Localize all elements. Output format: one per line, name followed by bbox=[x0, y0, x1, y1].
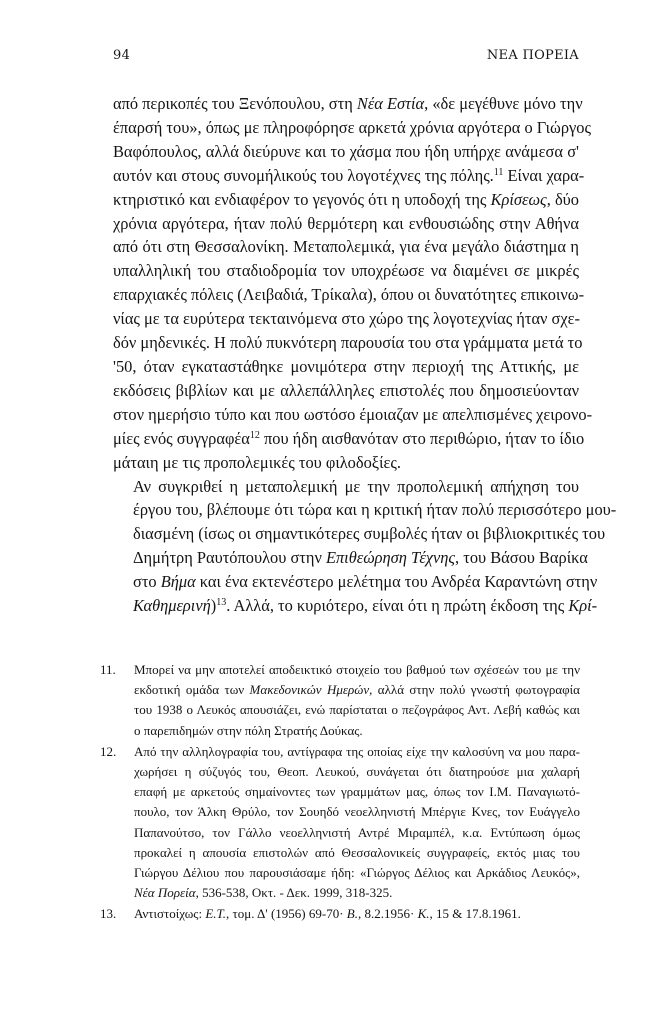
text-line: Αν συγκριθεί η μεταπολεμική με την προπολεμική απήχηση του bbox=[133, 476, 579, 496]
text-line: Δημήτρη Ραυτόπουλου στην Επιθεώρηση Τέχνης, του Βάσου Βαρίκα bbox=[133, 548, 588, 568]
footnote-line: Παπανούτσο, τον Γάλλο νεοελληνιστή Αντρέ Μιραμπέλ, κ.α. Εντύπωση όμως bbox=[134, 824, 580, 840]
footnote bbox=[100, 742, 580, 904]
running-header bbox=[113, 48, 579, 68]
text-line: Βαφόπουλος, αλλά διεύρυνε και το χάσμα που ήδη υπήρχε ανάμεσα σ' bbox=[113, 141, 579, 161]
footnote-number: 12. bbox=[100, 743, 117, 759]
text-line: μίες ενός συγγραφέα$^{12}$ που ήδη αισθανόταν στο περιθώριο, ήταν το ίδιο bbox=[113, 428, 585, 448]
text-line: από περικοπές του Ξενόπουλου, στη Νέα Εστία, «δε μεγέθυνε μόνο την bbox=[113, 94, 583, 113]
page-number: 94 bbox=[113, 48, 131, 63]
footnote-line: Μπορεί να μην αποτελεί αποδεικτικό στοιχείο του βαθμού των σχέσεών του με την bbox=[134, 662, 580, 677]
paragraph-1 bbox=[113, 92, 593, 475]
text-line: υπαλληλική του σταδιοδρομία τον υποχρέωσε να διαμένει σε μικρές bbox=[113, 261, 579, 281]
running-title: ΝΕΑ ΠΟΡΕΙΑ bbox=[486, 48, 579, 63]
text-line: χρόνια αργότερα, ήταν πολύ θερμότερη και ενθουσιώδης στην Αθήνα bbox=[113, 213, 579, 233]
footnote bbox=[100, 660, 580, 741]
footnote-line: Από την αλληλογραφία του, αντίγραφα της οποίας είχε την καλοσύνη να μου παρα- bbox=[134, 743, 580, 759]
footnote-ref: 13 bbox=[216, 597, 227, 609]
text-line: διασμένη (ίσως οι σημαντικότερες συμβολές ήταν οι βιβλιοκριτικές του bbox=[133, 524, 606, 544]
text-line: μάταιη με τις προπολεμικές του φιλοδοξίες. bbox=[113, 452, 401, 472]
footnote-line: του 1938 ο Λευκός απουσιάζει, ενώ παρίσταται ο πεζογράφος Αντ. Λεβή καθώς και bbox=[134, 702, 580, 718]
text-line: νίας με τα ευρύτερα τεκταινόμενα στο χώρο της λογοτεχνίας ήταν σχε- bbox=[113, 309, 581, 329]
text-line: στον ημερήσιο τύπο και που ωστόσο έμοιαζαν με απελπισμένες χειρονο- bbox=[113, 404, 593, 424]
footnote-line: Γιώργου Δέλιου που παρουσιάσαμε ήδη: «Γιώργος Δέλιος και Αρκάδιος Λευκός», bbox=[134, 865, 580, 881]
footnote-line: πουλο, τον Άλκη Θρύλο, τον Σουηδό νεοελληνιστή Μπέργιε Κνες, τον Ευάγγελο bbox=[134, 804, 580, 820]
footnote-number: 11. bbox=[100, 662, 116, 677]
footnote-line: ο παρεπιδημών στην πόλη Στρατής Δούκας. bbox=[134, 722, 363, 738]
text-line: επαρχιακές πόλεις (Λειβαδιά, Τρίκαλα), όπου οι δυνατότητες επικοινω- bbox=[113, 285, 585, 305]
footnote bbox=[100, 904, 580, 924]
footnote-ref: 12 bbox=[249, 429, 260, 441]
footnote-line: εκδοτική ομάδα των Μακεδονικών Ημερών, αλλά στην πολύ γνωστή φωτογραφία bbox=[134, 682, 580, 698]
footnote-line: προκαλεί η απουσία επιστολών από Θεσσαλονικείς συγγραφείς, εκτός μιας του bbox=[134, 844, 580, 860]
text-line: αυτόν και στους συνομήλικούς του λογοτέχνες της πόλης.$^{11}$ Είναι χαρα- bbox=[113, 165, 585, 185]
text-line: στο Βήμα και ένα εκτενέστερο μελέτημα του Ανδρέα Καραντώνη στην bbox=[133, 572, 598, 592]
footnote-line: Αντιστοίχως: Ε.Τ., τομ. Δ' (1956) 69-70· Β., 8.2.1956· Κ., 15 & 17.8.1961. bbox=[134, 906, 521, 922]
text-line: Καθημερινή)$^{13}$. Αλλά, το κυριότερο, είναι ότι η πρώτη έκδοση της Κρί- bbox=[133, 596, 598, 616]
main-text bbox=[113, 92, 617, 618]
text-line: '50, όταν εγκαταστάθηκε μονιμότερα στην περιοχή της Αττικής, με bbox=[113, 356, 579, 376]
text-line: δόν μηδενικές. Η πολύ πυκνότερη παρουσία του στα γράμματα μετά το bbox=[113, 333, 583, 353]
footnote-ref: 11 bbox=[493, 166, 504, 178]
footnote-line: Νέα Πορεία, 536-538, Οκτ. - Δεκ. 1999, 318-325. bbox=[134, 885, 393, 901]
text-line: από ότι στη Θεσσαλονίκη. Μεταπολεμικά, για ένα μεγάλο διάστημα η bbox=[113, 237, 579, 257]
footnotes bbox=[100, 660, 580, 926]
text-line: έργου του, βλέπουμε ότι τώρα και η κριτική ήταν πολύ περισσότερο μου- bbox=[133, 500, 617, 520]
paragraph-2 bbox=[113, 475, 617, 618]
footnote-line: επαφή με αρκετούς σημαίνοντες των γραμμάτων μας, όπως τον Ι.Μ. Παναγιωτό- bbox=[134, 784, 580, 800]
text-line: κτηριστικό και ενδιαφέρον το γεγονός ότι η υποδοχή της Κρίσεως, δύο bbox=[113, 189, 579, 209]
text-line: έπαρσή του», όπως με πληροφόρησε αρκετά χρόνια αργότερα ο Γιώργος bbox=[113, 117, 591, 137]
text-line: εκδόσεις βιβλίων και με αλλεπάλληλες επιστολές που δημοσιεύονταν bbox=[113, 380, 579, 400]
footnote-number: 13. bbox=[100, 906, 117, 922]
footnote-line: χωρήσει η σύζυγός του, Θεοπ. Λευκού, συνάγεται ότι διατηρούσε μια χαλαρή bbox=[134, 764, 580, 780]
